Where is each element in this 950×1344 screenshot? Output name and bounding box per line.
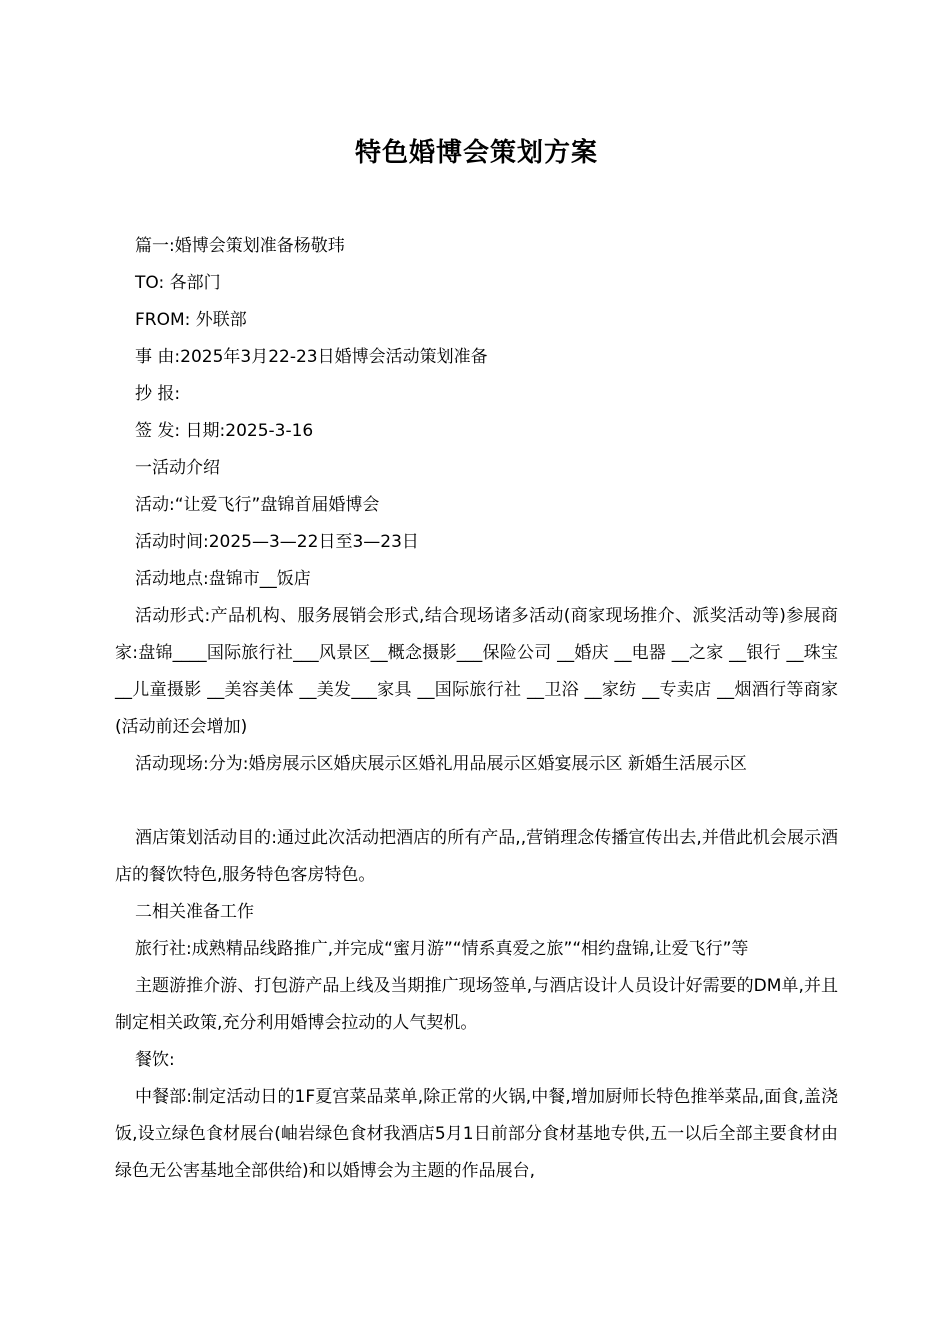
section-heading-preparation: 二相关准备工作 <box>135 902 254 922</box>
paragraph-issued: 签 发: 日期:2025-3-16 <box>135 421 314 441</box>
paragraph-event-site: 活动现场:分为:婚房展示区婚庆展示区婚礼用品展示区婚宴展示区 新婚生活展示区 <box>135 754 747 774</box>
paragraph-hotel-goal: 酒店策划活动目的:通过此次活动把酒店的所有产品,,营销理念传播宣传出去,并借此机会展示酒店的餐饮特色,服务特色客房特色。 <box>115 828 838 885</box>
paragraph-catering: 餐饮: <box>135 1050 175 1070</box>
paragraph-event-format: 活动形式:产品机构、服务展销会形式,结合现场诸多活动(商家现场推介、派奖活动等)参展商家:盘锦____国际旅行社___风景区__概念摄影___保险公司 __婚庆 __电器 __之家 __银行 __珠宝 __儿童摄影 __美容美体 __美发___家具 __国际旅行社 __卫浴 __家纺 __专卖店 __烟酒行等商家(活动前还会增加) <box>115 606 838 737</box>
paragraph-event-venue: 活动地点:盘锦市__饭店 <box>135 569 311 589</box>
paragraph-spacer <box>115 783 838 820</box>
section-heading-intro: 一活动介绍 <box>135 458 220 478</box>
paragraph-travel-agency: 旅行社:成熟精品线路推广,并完成“蜜月游”“情系真爱之旅”“相约盘锦,让爱飞行”等 <box>135 939 749 959</box>
paragraph-chinese-restaurant: 中餐部:制定活动日的1F夏宫菜品菜单,除正常的火锅,中餐,增加厨师长特色推举菜品,面食,盖浇饭,设立绿色食材展台(岫岩绿色食材我酒店5月1日前部分食材基地专供,五一以后全部主要食材由绿色无公害基地全部供给)和以婚博会为主题的作品展台, <box>115 1087 838 1181</box>
paragraph-event-time: 活动时间:2025—3—22日至3—23日 <box>135 532 419 552</box>
paragraph-to: TO: 各部门 <box>135 273 221 293</box>
paragraph-subject: 事 由:2025年3月22-23日婚博会活动策划准备 <box>135 347 488 367</box>
paragraph-part-one: 篇一:婚博会策划准备杨敬玮 <box>135 236 345 256</box>
paragraph-cc: 抄 报: <box>135 384 181 404</box>
paragraph-event: 活动:“让爱飞行”盘锦首届婚博会 <box>135 495 380 515</box>
paragraph-from: FROM: 外联部 <box>135 310 247 330</box>
document-title: 特色婚博会策划方案 <box>354 138 598 168</box>
paragraph-theme-tours: 主题游推介游、打包游产品上线及当期推广现场签单,与酒店设计人员设计好需要的DM单,并且制定相关政策,充分利用婚博会拉动的人气契机。 <box>115 976 838 1033</box>
